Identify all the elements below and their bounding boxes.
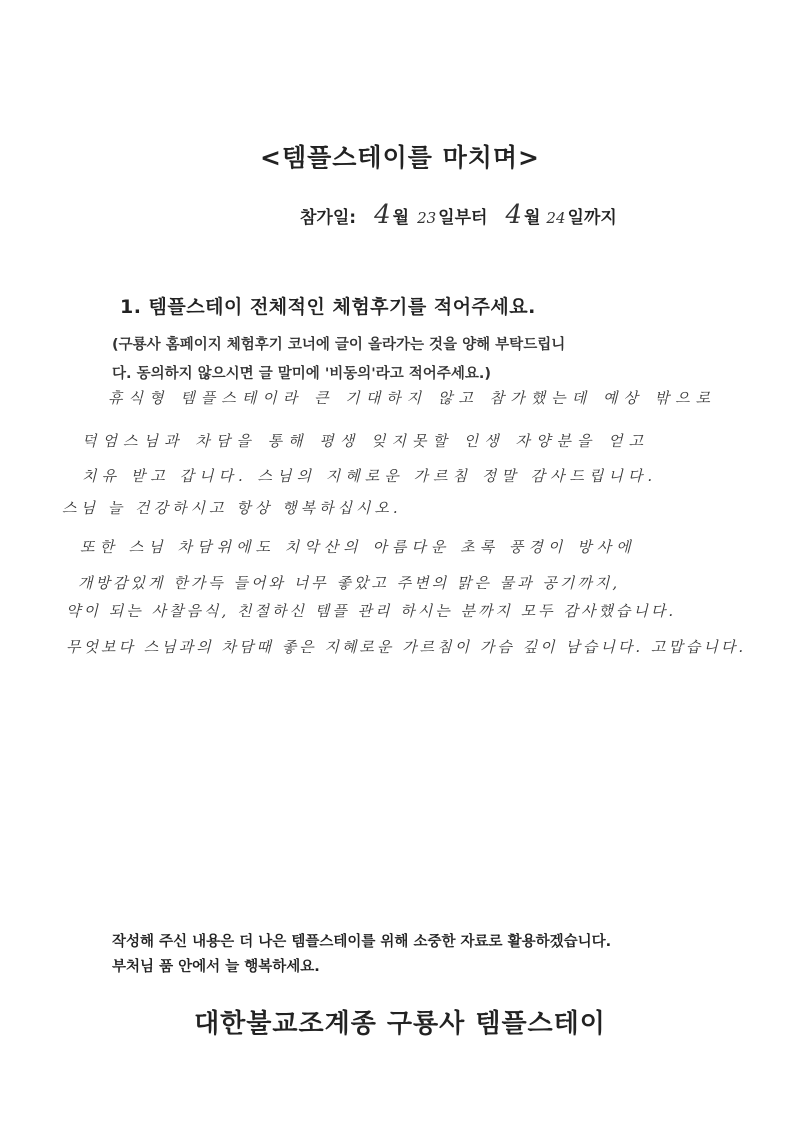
review-line: 스님 늘 건강하시고 항상 행복하십시오. <box>62 499 402 517</box>
review-line: 약이 되는 사찰음식, 친절하신 템플 관리 하시는 분까지 모두 감사했습니다. <box>66 602 677 620</box>
start-month: 4 <box>374 200 391 230</box>
start-day: 23 <box>417 209 437 227</box>
consent-note-line-2: 다. 동의하지 않으시면 글 말미에 '비동의'라고 적어주세요.) <box>112 366 491 382</box>
end-day: 24 <box>546 209 566 227</box>
footer-blessing-line: 부처님 품 안에서 늘 행복하세요. <box>112 959 320 975</box>
review-line: 덕엄스님과 차담을 통해 평생 잊지못할 인생 자양분을 얻고 <box>82 432 650 450</box>
review-line: 휴식형 템플스테이라 큰 기대하지 않고 참가했는데 예상 밖으로 <box>108 389 717 407</box>
month-unit-2: 월 <box>523 208 541 228</box>
document-title: <템플스테이를 마치며> <box>260 143 540 172</box>
participation-period <box>300 200 617 236</box>
consent-note-line-1: (구룡사 홈페이지 체험후기 코너에 글이 올라가는 것을 양해 부탁드립니 <box>112 337 566 353</box>
review-line: 또한 스님 차담위에도 치악산의 아름다운 초록 풍경이 방사에 <box>80 538 636 556</box>
review-line: 무엇보다 스님과의 차담때 좋은 지혜로운 가르침이 가슴 깊이 남습니다. 고맙습니다. <box>66 638 747 656</box>
section-heading: 1. 템플스테이 전체적인 체험후기를 적어주세요. <box>120 296 536 318</box>
organization-name: 대한불교조계종 구룡사 템플스테이 <box>194 1009 606 1039</box>
month-unit-1: 월 <box>392 208 410 228</box>
footer-thanks-line: 작성해 주신 내용은 더 나은 템플스테이를 위해 소중한 자료로 활용하겠습니다. <box>112 934 612 950</box>
review-line: 개방감있게 한가득 들어와 너무 좋았고 주변의 맑은 물과 공기까지, <box>78 574 621 592</box>
review-line: 치유 받고 갑니다. 스님의 지혜로운 가르침 정말 감사드립니다. <box>82 467 658 485</box>
day-until-label: 일까지 <box>567 208 617 228</box>
end-month: 4 <box>505 200 522 230</box>
day-from-label: 일부터 <box>438 208 488 228</box>
period-label: 참가일: <box>300 208 357 228</box>
